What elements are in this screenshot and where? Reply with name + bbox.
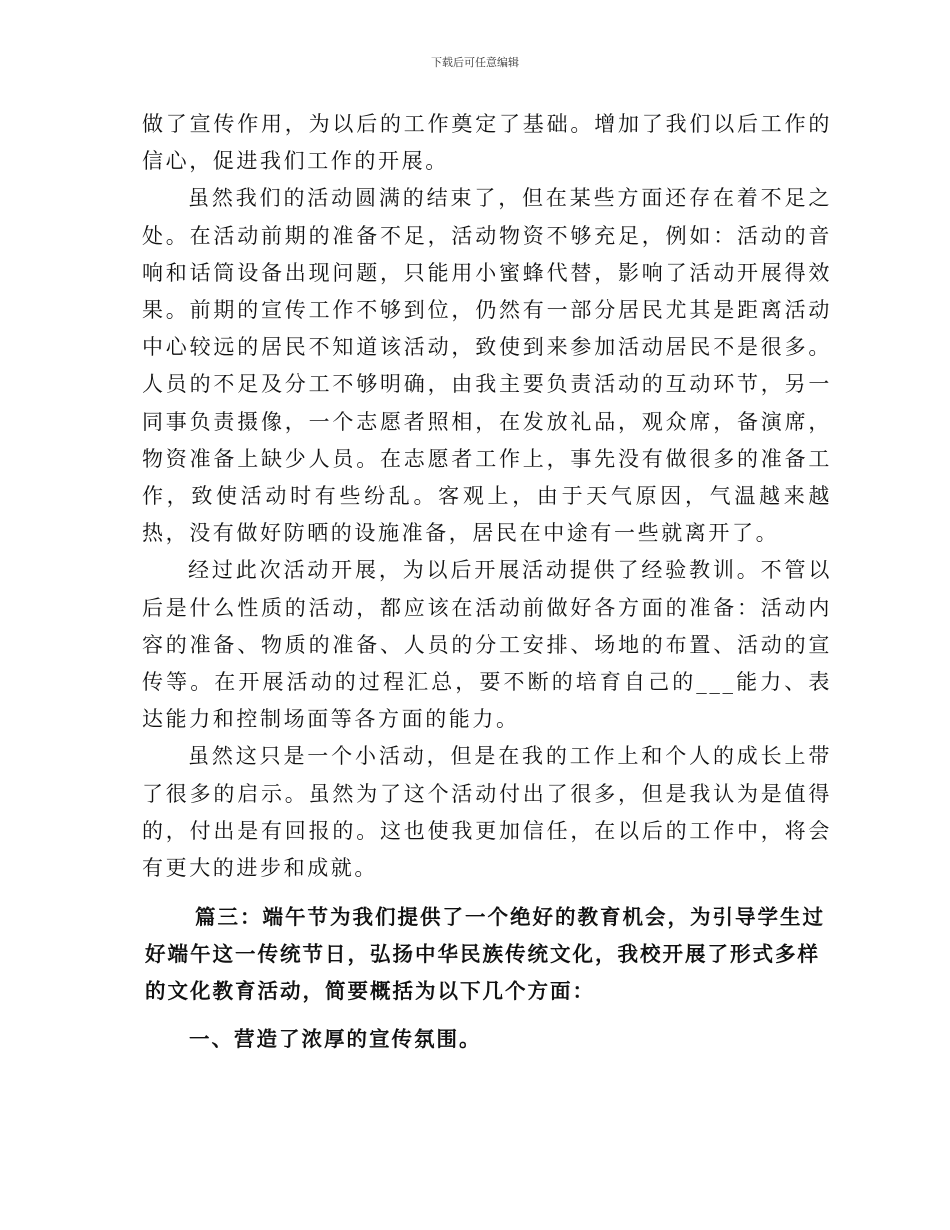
page-header: 下载后可任意编辑 [431,56,519,69]
paragraph-reflection: 虽然这只是一个小活动，但是在我的工作上和个人的成长上带了很多的启示。虽然为了这个活动付出了很多，但是我认为是值得的，付出是有回报的。这也使我更加信任，在以后的工作中，将会有更大的进步和成就。 [142,744,832,881]
section-heading: 篇三：端午节为我们提供了一个绝好的教育机会，为引导学生过好端午这一传统节日，弘扬中华民族传统文化，我校开展了形式多样的文化教育活动，简要概括为以下几个方面： [145,905,825,1003]
paragraph-shortcomings: 虽然我们的活动圆满的结束了，但在某些方面还存在着不足之处。在活动前期的准备不足，活动物资不够充足，例如：活动的音响和话筒设备出现问题，只能用小蜜蜂代替，影响了活动开展得效果。前期的宣传工作不够到位，仍然有一部分居民尤其是距离活动中心较远的居民不知道该活动，致使到来参加活动居民不是很多。人员的不足及分工不够明确，由我主要负责活动的互动环节，另一同事负责摄像，一个志愿者照相，在发放礼品，观众席，备演席，物资准备上缺少人员。在志愿者工作上，事先没有做很多的准备工作，致使活动时有些纷乱。客观上，由于天气原因，气温越来越热，没有做好防晒的设施准备，居民在中途有一些就离开了。 [142,186,832,546]
sub-heading: 一、营造了浓厚的宣传氛围。 [189,1027,482,1051]
paragraph-continued: 做了宣传作用，为以后的工作奠定了基础。增加了我们以后工作的信心，促进我们工作的开展。 [142,112,832,174]
paragraph-lessons: 经过此次活动开展，为以后开展活动提供了经验教训。不管以后是什么性质的活动，都应该在活动前做好各方面的准备：活动内容的准备、物质的准备、人员的分工安排、场地的布置、活动的宣传等。在开展活动的过程汇总，要不断的培育自己的___能力、表达能力和控制场面等各方面的能力。 [142,558,832,732]
document-body [142,106,832,887]
